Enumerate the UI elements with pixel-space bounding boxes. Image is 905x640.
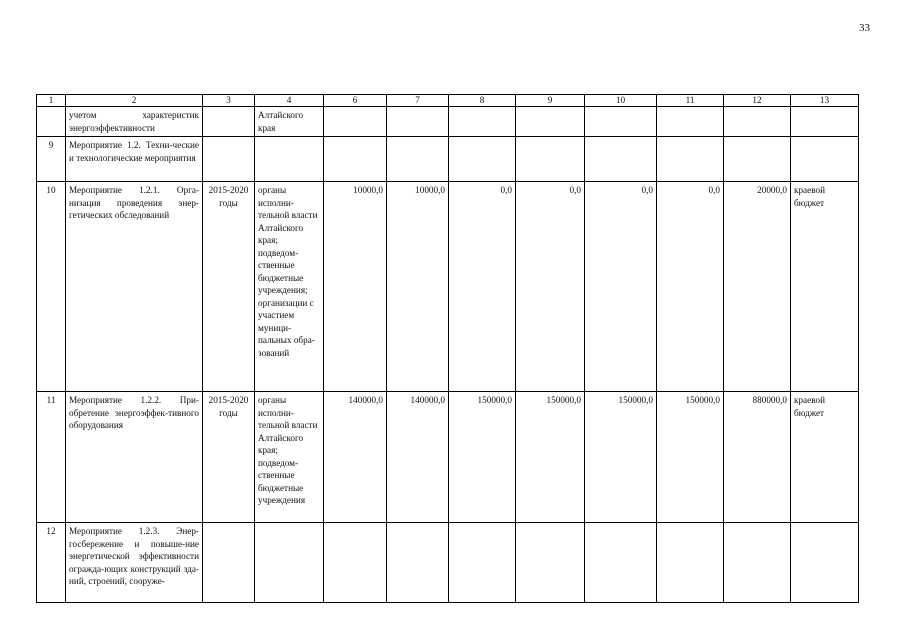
column-number: 10 xyxy=(585,95,657,107)
value-cell: 150000,0 xyxy=(449,392,516,523)
value-cell xyxy=(585,523,657,603)
funding-source: краевой бюджет xyxy=(791,182,859,392)
executor-cell: органы исполни-тельной власти Алтайского края; подведом-ственные бюджетные учреждения xyxy=(255,392,324,523)
value-cell xyxy=(387,137,449,182)
value-cell: 140000,0 xyxy=(387,392,449,523)
executor-cell xyxy=(255,137,324,182)
value-cell: 10000,0 xyxy=(324,182,387,392)
column-number: 2 xyxy=(66,95,203,107)
row-number: 12 xyxy=(37,523,66,603)
value-cell xyxy=(724,137,791,182)
measure-name: Мероприятие 1.2.3. Энер-госбережение и повыше-ние энергетической эффективности огражда-ющих конструкций зда-ний, строений, сооруже- xyxy=(66,523,203,603)
executor-cell xyxy=(255,523,324,603)
value-cell xyxy=(516,523,585,603)
value-cell xyxy=(724,107,791,137)
value-cell xyxy=(324,137,387,182)
value-cell: 150000,0 xyxy=(585,392,657,523)
executor-cell: Алтайского края xyxy=(255,107,324,137)
funding-source xyxy=(791,523,859,603)
period-cell xyxy=(203,107,255,137)
column-number: 13 xyxy=(791,95,859,107)
value-cell xyxy=(657,137,724,182)
value-cell xyxy=(724,523,791,603)
column-number: 3 xyxy=(203,95,255,107)
column-number: 4 xyxy=(255,95,324,107)
value-cell: 10000,0 xyxy=(387,182,449,392)
value-cell xyxy=(324,523,387,603)
value-cell: 150000,0 xyxy=(657,392,724,523)
row-number xyxy=(37,107,66,137)
funding-source xyxy=(791,137,859,182)
period-cell xyxy=(203,137,255,182)
value-cell xyxy=(324,107,387,137)
executor-cell: органы исполни-тельной власти Алтайского края; подведом-ственные бюджетные учреждения; организации с участием муници-пальных обра-зований xyxy=(255,182,324,392)
page-number: 33 xyxy=(859,22,870,34)
table-row xyxy=(37,392,859,523)
column-number: 12 xyxy=(724,95,791,107)
column-number: 1 xyxy=(37,95,66,107)
row-number: 9 xyxy=(37,137,66,182)
table-row xyxy=(37,107,859,137)
measure-name: Мероприятие 1.2.2. При-обретение энергоэффек-тивного оборудования xyxy=(66,392,203,523)
period-cell xyxy=(203,523,255,603)
value-cell: 0,0 xyxy=(585,182,657,392)
value-cell xyxy=(387,107,449,137)
value-cell xyxy=(449,523,516,603)
table-row xyxy=(37,137,859,182)
value-cell xyxy=(657,523,724,603)
value-cell xyxy=(449,137,516,182)
value-cell xyxy=(585,137,657,182)
value-cell xyxy=(516,137,585,182)
funding-source: краевой бюджет xyxy=(791,392,859,523)
table-row xyxy=(37,182,859,392)
value-cell: 0,0 xyxy=(449,182,516,392)
value-cell xyxy=(516,107,585,137)
value-cell xyxy=(585,107,657,137)
measure-name: учетом характеристик энергоэффективности xyxy=(66,107,203,137)
period-cell: 2015-2020 годы xyxy=(203,182,255,392)
measure-name: Мероприятие 1.2. Техни-ческие и технологические мероприятия xyxy=(66,137,203,182)
value-cell: 20000,0 xyxy=(724,182,791,392)
funding-source xyxy=(791,107,859,137)
period-cell: 2015-2020 годы xyxy=(203,392,255,523)
value-cell xyxy=(387,523,449,603)
row-number: 10 xyxy=(37,182,66,392)
table-row xyxy=(37,523,859,603)
column-number: 9 xyxy=(516,95,585,107)
column-number: 7 xyxy=(387,95,449,107)
measures-table xyxy=(36,94,859,603)
value-cell xyxy=(657,107,724,137)
value-cell: 0,0 xyxy=(516,182,585,392)
column-number: 6 xyxy=(324,95,387,107)
column-number-row xyxy=(37,95,859,107)
value-cell: 880000,0 xyxy=(724,392,791,523)
value-cell: 150000,0 xyxy=(516,392,585,523)
value-cell xyxy=(449,107,516,137)
row-number: 11 xyxy=(37,392,66,523)
column-number: 11 xyxy=(657,95,724,107)
value-cell: 140000,0 xyxy=(324,392,387,523)
column-number: 8 xyxy=(449,95,516,107)
value-cell: 0,0 xyxy=(657,182,724,392)
measure-name: Мероприятие 1.2.1. Орга-низация проведения энер-гетических обследований xyxy=(66,182,203,392)
